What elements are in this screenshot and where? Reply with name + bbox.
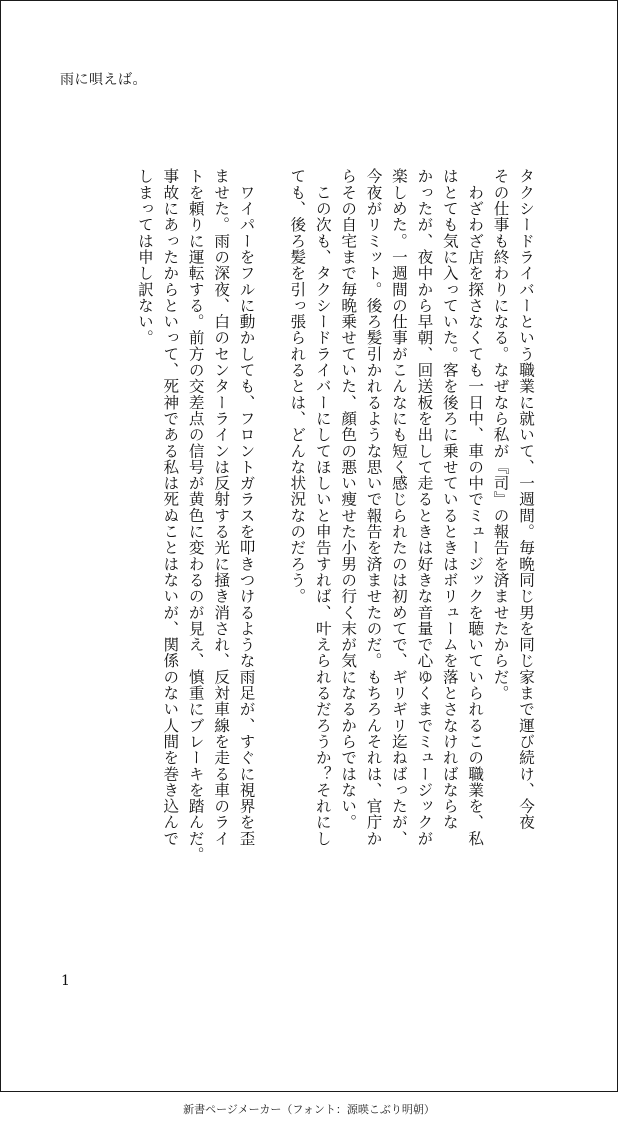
text-line: 今夜がリミット。後ろ髪引かれるような思いで報告を済ませたのだ。もちろんそれは、官庁か bbox=[364, 168, 383, 847]
text-line: わざわざ店を探さなくても一日中、車の中でミュージックを聴いていられるこの職業を、私 bbox=[466, 168, 485, 847]
text-line: ワイパーをフルに動かしても、フロントガラスを叩きつけるような雨足が、すぐに視界を歪 bbox=[237, 168, 256, 847]
text-line: この次も、タクシードライバーにしてほしいと申告すれば、叶えられるだろうか？それにし bbox=[313, 168, 332, 847]
text-line: ませた。雨の深夜、白のセンターラインは反射する光に掻き消され、反対車線を走る車のライ bbox=[212, 168, 231, 847]
text-line: タクシードライバーという職業に就いて、一週間。毎晩同じ男を同じ家まで運び続け、今夜 bbox=[517, 168, 535, 831]
text-line: かったが、夜中から早朝、回送板を出して走るときは好きな音量で心ゆくまでミュージックが bbox=[415, 168, 434, 847]
text-line: ても、後ろ髪を引っ張られるとは、どんな状況なのだろう。 bbox=[288, 168, 307, 605]
text-line: しまっては申し訳ない。 bbox=[135, 168, 154, 346]
text-line: らその自宅まで毎晩乗せていた、顔色の悪い痩せた小男の行く末が気になるからではない。 bbox=[339, 168, 358, 831]
footer-credit: 新書ページメーカー（フォント：源暎こぶり明朝） bbox=[183, 1103, 435, 1116]
page-title: 雨に唄えば。 bbox=[60, 72, 147, 88]
text-line: 楽しめた。一週間の仕事がこんなにも短く感じられたのは初めてで、ギリギリ迄ねばったが、 bbox=[389, 168, 408, 847]
body-text bbox=[132, 168, 539, 928]
text-line: その仕事も終わりになる。なぜなら私が『司』の報告を済ませたからだ。 bbox=[491, 168, 510, 701]
blank-line bbox=[259, 168, 284, 928]
page-number: 1 bbox=[61, 973, 70, 989]
text-line: トを頼りに運転する。前方の交差点の信号が黄色に変わるのが見え、慎重にブレーキを踏んだ。 bbox=[186, 168, 205, 863]
text-line: 事故にあったからといって、死神である私は死ぬことはないが、関係のない人間を巻き込んで bbox=[161, 168, 180, 847]
text-line: はとても気に入っていた。客を後ろに乗せているときはボリュームを落とさなければならな bbox=[440, 168, 459, 831]
